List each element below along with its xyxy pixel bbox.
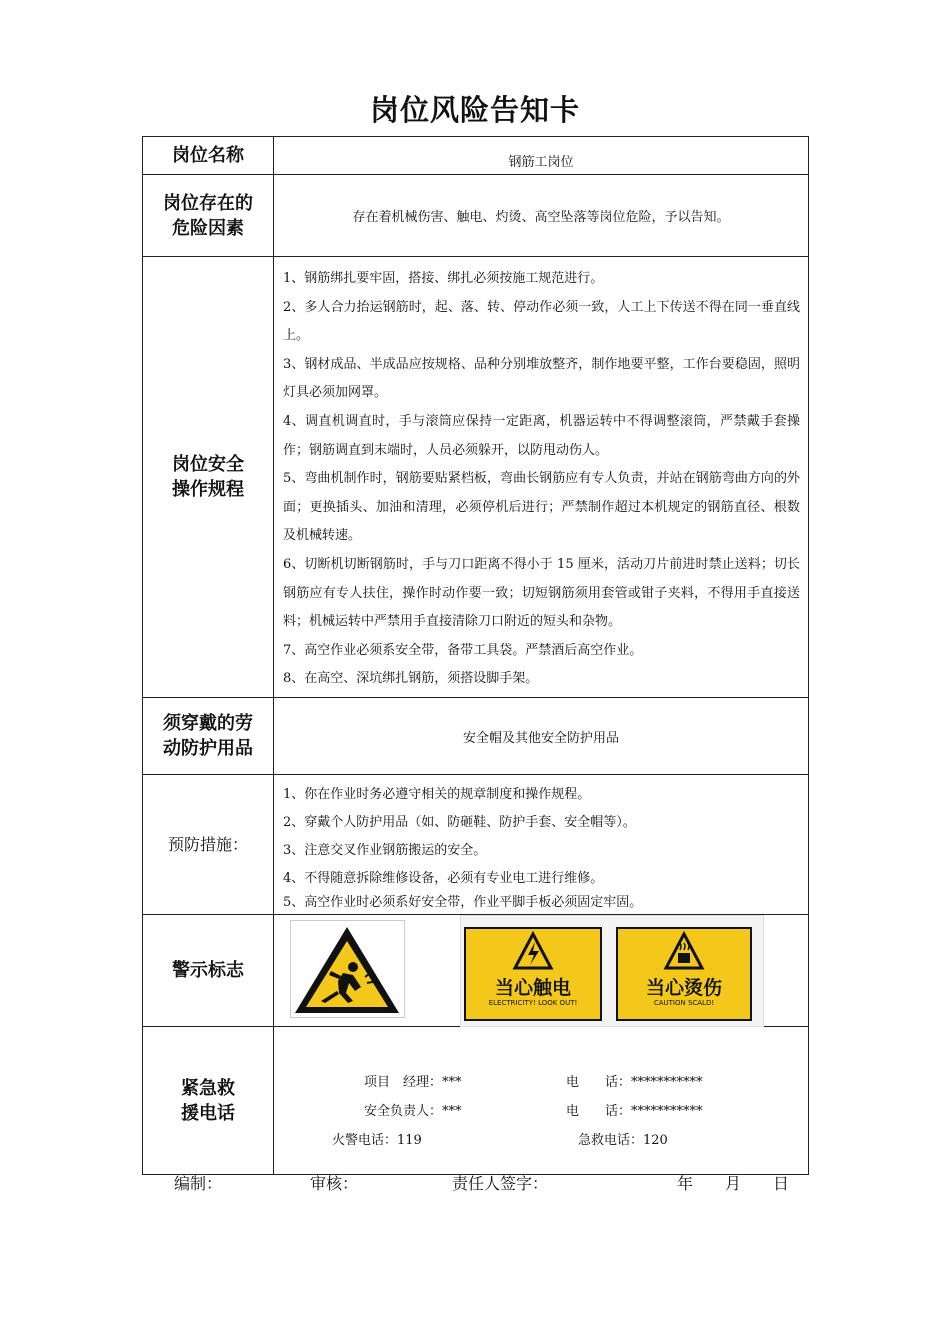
emergency-value bbox=[274, 1027, 809, 1175]
procedures-label bbox=[143, 257, 274, 698]
risk-card-table bbox=[142, 136, 809, 1175]
fire-phone: 火警电话：119 bbox=[332, 1133, 422, 1148]
electric-shock-icon bbox=[466, 931, 600, 973]
procedure-item: 5、弯曲机制作时，钢筋要贴紧档板，弯曲长钢筋应有专人负责，并站在钢筋弯曲方向的外面；更换插头、加油和清理，必须停机后进行；严禁制作超过本机规定的钢筋直径、根数及机械转速。 bbox=[283, 471, 800, 544]
procedure-item: 3、钢材成品、半成品应按规格、品种分别堆放整齐，制作地要平整，工作台要稳固，照明灯具必须加网罩。 bbox=[283, 356, 800, 401]
signs-label: 警示标志 bbox=[143, 915, 274, 1027]
hazards-label bbox=[143, 175, 274, 257]
prevention-value bbox=[274, 775, 809, 915]
post-name-value bbox=[274, 137, 809, 175]
fall-warning-sign bbox=[290, 920, 405, 1018]
procedure-item: 8、在高空、深坑绑扎钢筋，须搭设脚手架。 bbox=[283, 671, 539, 687]
prevention-label: 预防措施： bbox=[143, 775, 274, 915]
project-manager-phone: 电 话：*********** bbox=[566, 1075, 703, 1090]
ppe-label bbox=[143, 698, 274, 775]
prevention-item: 5、高空作业时必须系好安全带，作业平脚手板必须固定牢固。 bbox=[283, 895, 643, 910]
footer-reviewed: 审核： bbox=[310, 1174, 359, 1193]
hazards-label-line1: 岗位存在的 bbox=[163, 192, 253, 214]
footer-compiled: 编制： bbox=[174, 1174, 223, 1193]
row-hazards bbox=[143, 175, 809, 257]
emergency-contacts bbox=[274, 1027, 808, 1174]
hazards-label-line2: 危险因素 bbox=[172, 217, 244, 239]
hazards-value bbox=[274, 175, 809, 257]
post-name-label: 岗位名称 bbox=[143, 137, 274, 175]
procedures-label-line2: 操作规程 bbox=[172, 479, 244, 500]
safety-officer: 安全负责人：*** bbox=[364, 1104, 462, 1119]
prevention-item: 4、不得随意拆除维修设备，必须有专业电工进行维修。 bbox=[283, 871, 604, 886]
procedures-list bbox=[274, 257, 808, 697]
page-title: 岗位风险告知卡 bbox=[369, 93, 580, 127]
row-prevention bbox=[143, 775, 809, 915]
procedure-item: 7、高空作业必须系安全带，备带工具袋。严禁酒后高空作业。 bbox=[283, 642, 643, 658]
procedure-item: 2、多人合力抬运钢筋时，起、落、转、停动作必须一致，人工上下传送不得在同一垂直线上。 bbox=[283, 299, 800, 344]
prevention-item: 3、注意交叉作业钢筋搬运的安全。 bbox=[283, 843, 487, 858]
safety-officer-phone: 电 话：*********** bbox=[566, 1104, 703, 1119]
row-signs bbox=[143, 915, 809, 1027]
row-post-name bbox=[143, 137, 809, 175]
prevention-item: 2、穿戴个人防护用品（如、防砸鞋、防护手套、安全帽等）。 bbox=[283, 815, 636, 830]
procedure-item: 6、切断机切断钢筋时，手与刀口距离不得小于 15 厘米，活动刀片前进时禁止送料；切长钢筋应有专人扶住，操作时动作要一致；切短钢筋须用套管或钳子夹料，不得用手直接送料；机械运转中严禁用手直接清除刀口附近的短头和杂物。 bbox=[283, 556, 800, 630]
electricity-sign bbox=[464, 927, 602, 1021]
ppe-text: 安全帽及其他安全防护用品 bbox=[462, 730, 619, 746]
prevention-item: 1、你在作业时务必遵守相关的规章制度和操作规程。 bbox=[283, 787, 591, 802]
signs-value bbox=[274, 915, 809, 1027]
row-ppe bbox=[143, 698, 809, 775]
ppe-label-line1: 须穿戴的劳 bbox=[163, 713, 253, 734]
fall-warning-icon bbox=[291, 921, 404, 1017]
procedure-item: 1、钢筋绑扎要牢固，搭接、绑扎必须按施工规范进行。 bbox=[283, 271, 604, 286]
hazards-text: 存在着机械伤害、触电、灼烫、高空坠落等岗位危险，予以告知。 bbox=[352, 210, 730, 225]
row-procedures bbox=[143, 257, 809, 698]
ambulance-phone: 急救电话：120 bbox=[578, 1133, 668, 1148]
signs-area bbox=[274, 915, 808, 1026]
electricity-sign-subtitle: ELECTRICITY! LOOK OUT! bbox=[488, 999, 578, 1007]
scald-icon bbox=[618, 931, 750, 973]
emergency-label bbox=[143, 1027, 274, 1175]
emergency-label-line1: 紧急救 bbox=[181, 1077, 235, 1099]
scald-sign-subtitle: CAUTION SCALD! bbox=[653, 999, 715, 1007]
scald-sign bbox=[616, 927, 752, 1021]
row-emergency bbox=[143, 1027, 809, 1175]
footer-date: 年 月 日 bbox=[677, 1174, 790, 1193]
footer-signature: 责任人签字： bbox=[452, 1174, 549, 1193]
scald-sign-title: 当心烫伤 bbox=[645, 977, 722, 999]
ppe-value bbox=[274, 698, 809, 775]
procedures-label-line1: 岗位安全 bbox=[172, 454, 244, 475]
procedures-value bbox=[274, 257, 809, 698]
electricity-sign-title: 当心触电 bbox=[494, 977, 571, 999]
procedure-item: 4、调直机调直时，手与滚筒应保持一定距离，机器运转中不得调整滚筒，严禁戴手套操作；钢筋调直到末端时，人员必须躲开，以防甩动伤人。 bbox=[283, 413, 800, 458]
project-manager: 项目 经理：*** bbox=[364, 1075, 462, 1090]
prevention-list bbox=[274, 775, 808, 914]
post-name-text: 钢筋工岗位 bbox=[508, 155, 574, 170]
emergency-label-line2: 援电话 bbox=[181, 1102, 235, 1124]
ppe-label-line2: 动防护用品 bbox=[163, 738, 253, 759]
